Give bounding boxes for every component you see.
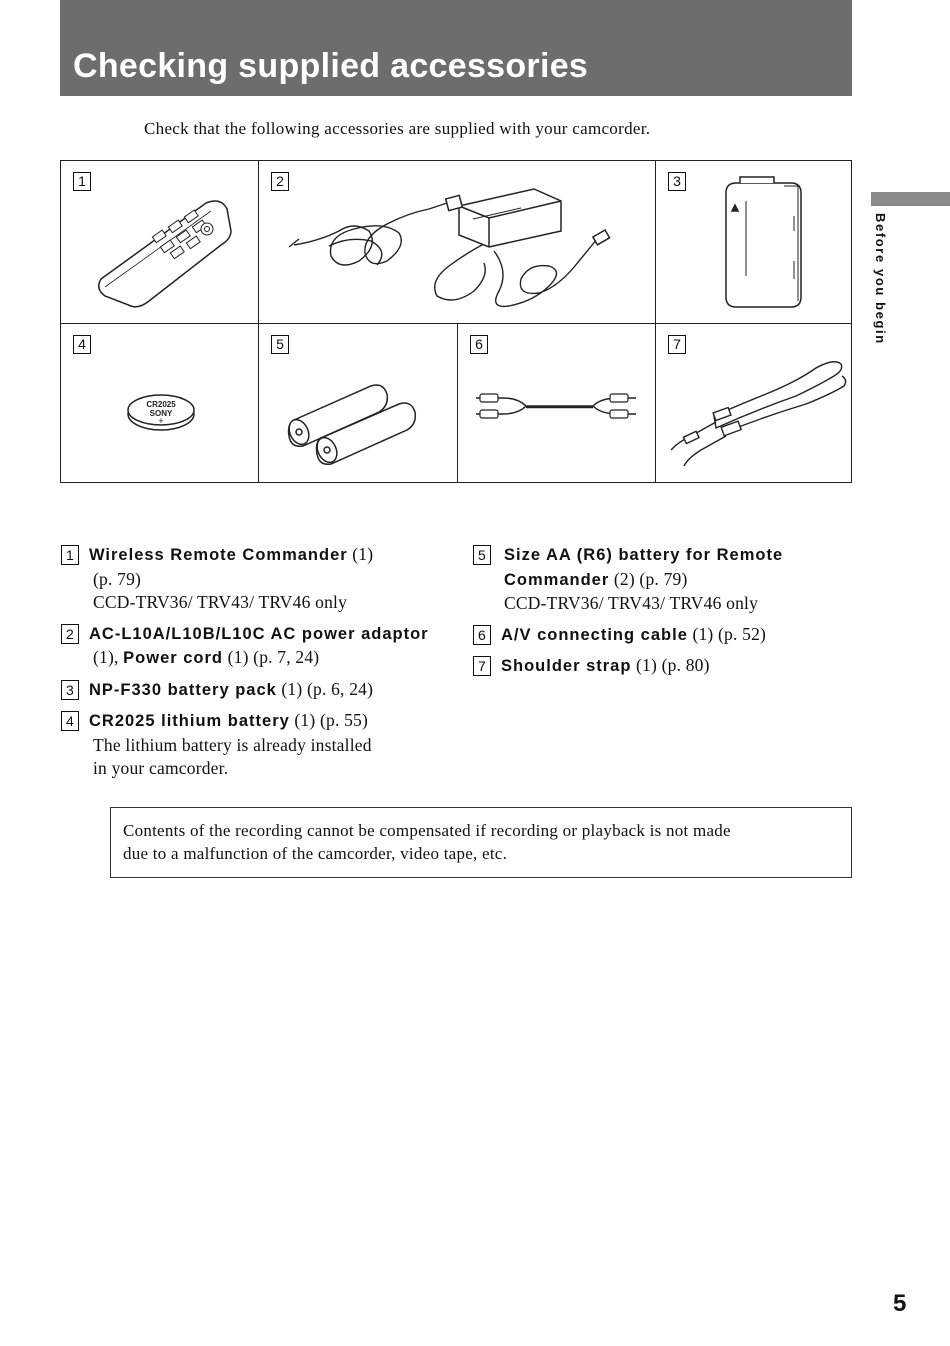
- aa-batteries-illustration: [259, 324, 459, 484]
- item-ref: (1) (p. 6, 24): [276, 678, 374, 699]
- av-cable-illustration: [458, 324, 657, 484]
- list-item: [61, 543, 451, 615]
- item-number: 5: [473, 545, 491, 565]
- item-ref: (2) (p. 79): [609, 568, 688, 589]
- shoulder-strap-illustration: [656, 324, 853, 484]
- item-extra: The lithium battery is already installed: [93, 734, 372, 755]
- cell-number: 4: [73, 335, 91, 354]
- item-number: 1: [61, 545, 79, 565]
- title-bar: [60, 0, 852, 96]
- notice-line-2: due to a malfunction of the camcorder, video tape, etc.: [123, 844, 508, 863]
- cell-av-cable: [457, 323, 656, 483]
- item-name: A/V connecting cable: [501, 625, 688, 644]
- coin-battery-illustration: [61, 324, 260, 484]
- accessory-list-left: [61, 543, 451, 788]
- item-number: 7: [473, 656, 491, 676]
- ac-adaptor-illustration: [259, 161, 657, 325]
- battery-pack-illustration: [656, 161, 853, 325]
- item-name-2: Power cord: [123, 649, 224, 667]
- cell-battery-pack: [655, 160, 852, 324]
- item-qty: (1): [347, 544, 374, 564]
- item-name: NP-F330 battery pack: [89, 680, 277, 699]
- item-extra: CCD-TRV36/ TRV43/ TRV46 only: [93, 592, 348, 612]
- list-item: [473, 654, 843, 679]
- list-item: [61, 709, 451, 781]
- item-name-cont: Commander: [504, 570, 610, 589]
- cell-remote: [60, 160, 259, 324]
- list-item: [473, 623, 843, 648]
- item-name: CR2025 lithium battery: [89, 712, 290, 730]
- notice-line-1: Contents of the recording cannot be compensated if recording or playback is not made: [123, 821, 731, 840]
- item-ref: (1) (p. 52): [687, 623, 767, 644]
- item-name: Size AA (R6) battery for Remote: [504, 546, 784, 564]
- list-item: [61, 678, 451, 703]
- list-item: [61, 622, 451, 671]
- item-name: Shoulder strap: [501, 657, 632, 675]
- item-ref: (1) (p. 7, 24): [223, 647, 320, 667]
- item-number: 2: [61, 624, 79, 644]
- item-qty: (1),: [93, 647, 124, 667]
- cell-number: 7: [668, 335, 686, 354]
- accessory-grid: [60, 160, 852, 483]
- item-extra-2: in your camcorder.: [93, 758, 229, 778]
- page-number: 5: [893, 1290, 907, 1317]
- item-name: AC-L10A/L10B/L10C AC power adaptor: [89, 624, 429, 643]
- cell-ac-adaptor: [258, 160, 656, 324]
- item-extra: CCD-TRV36/ TRV43/ TRV46 only: [504, 593, 759, 613]
- plus-icon: +: [158, 416, 164, 426]
- cell-aa-batteries: [258, 323, 458, 483]
- coin-battery-model: CR2025: [146, 400, 176, 409]
- item-number: 6: [473, 625, 491, 645]
- cell-number: 5: [271, 335, 289, 354]
- cell-shoulder-strap: [655, 323, 852, 483]
- page-title: Checking supplied accessories: [73, 47, 589, 85]
- item-name: Wireless Remote Commander: [89, 546, 348, 564]
- accessory-list-right: [473, 543, 843, 686]
- item-number: 4: [61, 711, 79, 731]
- list-item: [473, 543, 843, 616]
- item-number: 3: [61, 680, 79, 700]
- item-ref: (p. 79): [93, 568, 142, 589]
- cell-coin-battery: [60, 323, 259, 483]
- intro-text: Check that the following accessories are supplied with your camcorder.: [144, 119, 651, 138]
- notice-box: [110, 807, 852, 878]
- remote-illustration: [61, 161, 260, 325]
- cell-number: 6: [470, 335, 488, 354]
- cell-number: 2: [271, 172, 289, 191]
- section-tab: [871, 192, 950, 206]
- cell-number: 1: [73, 172, 91, 191]
- coin-battery-brand: SONY: [149, 409, 173, 418]
- item-ref: (1) (p. 80): [631, 655, 710, 675]
- item-ref: (1) (p. 55): [289, 710, 369, 730]
- section-label: Before you begin: [873, 213, 888, 345]
- cell-number: 3: [668, 172, 686, 191]
